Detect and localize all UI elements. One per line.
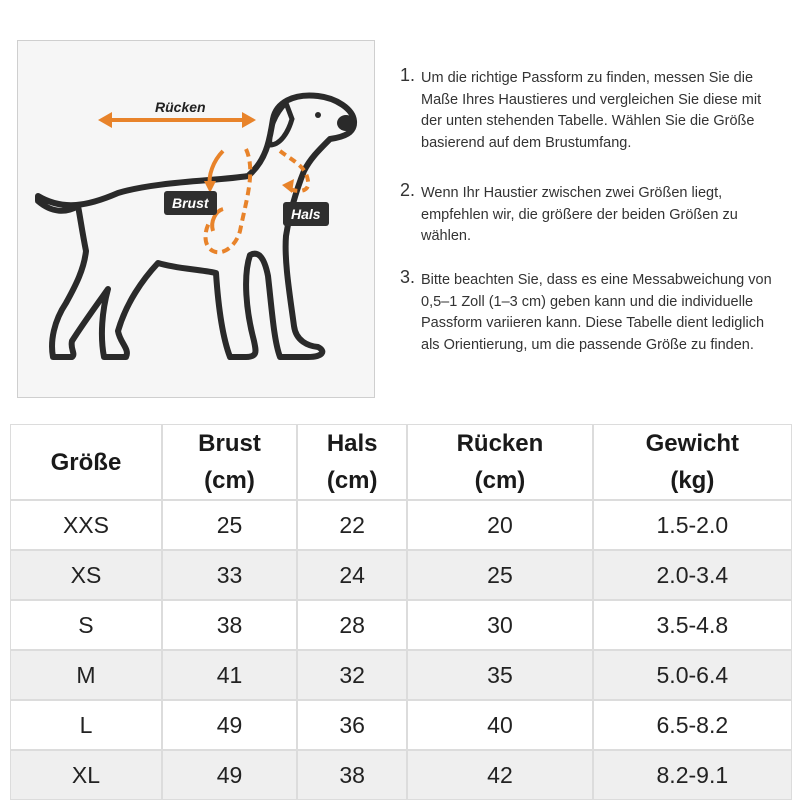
cell-back: 42 xyxy=(407,750,592,800)
cell-back: 25 xyxy=(407,550,592,600)
chest-tag: Brust xyxy=(164,191,217,215)
cell-weight: 2.0-3.4 xyxy=(593,550,792,600)
cell-back: 40 xyxy=(407,700,592,750)
cell-size: XL xyxy=(10,750,162,800)
cell-neck: 36 xyxy=(297,700,407,750)
table-row xyxy=(10,600,792,650)
dog-measurement-illustration xyxy=(17,40,375,398)
header-weight: Gewicht (kg) xyxy=(593,424,792,500)
header-chest: Brust (cm) xyxy=(162,424,297,500)
table-row xyxy=(10,500,792,550)
instruction-text: Wenn Ihr Haustier zwischen zwei Größen liegt, empfehlen wir, die größere der beiden Größen zu wählen. xyxy=(421,185,738,244)
cell-chest: 41 xyxy=(162,650,297,700)
cell-neck: 38 xyxy=(297,750,407,800)
cell-back: 20 xyxy=(407,500,592,550)
cell-weight: 1.5-2.0 xyxy=(593,500,792,550)
cell-weight: 3.5-4.8 xyxy=(593,600,792,650)
cell-back: 35 xyxy=(407,650,592,700)
cell-weight: 8.2-9.1 xyxy=(593,750,792,800)
instruction-number: 1. xyxy=(400,65,416,85)
cell-chest: 49 xyxy=(162,750,297,800)
table-row xyxy=(10,700,792,750)
table-row xyxy=(10,650,792,700)
cell-neck: 24 xyxy=(297,550,407,600)
instruction-text: Um die richtige Passform zu finden, messen Sie die Maße Ihres Haustieres und vergleichen Sie diese mit der unten stehenden Tabelle. Wählen Sie die Größe basierend auf dem Brustumfang. xyxy=(421,70,762,151)
size-chart-table xyxy=(10,424,792,800)
cell-chest: 33 xyxy=(162,550,297,600)
cell-size: XS xyxy=(10,550,162,600)
cell-neck: 32 xyxy=(297,650,407,700)
instruction-2 xyxy=(400,180,785,248)
cell-size: L xyxy=(10,700,162,750)
cell-weight: 5.0-6.4 xyxy=(593,650,792,700)
instruction-number: 3. xyxy=(400,267,416,287)
header-back: Rücken (cm) xyxy=(407,424,592,500)
cell-chest: 38 xyxy=(162,600,297,650)
table-header-row xyxy=(10,424,792,500)
cell-size: S xyxy=(10,600,162,650)
back-label: Rücken xyxy=(155,99,206,115)
instruction-number: 2. xyxy=(400,180,416,200)
cell-neck: 22 xyxy=(297,500,407,550)
header-neck: Hals (cm) xyxy=(297,424,407,500)
table-row xyxy=(10,550,792,600)
cell-chest: 25 xyxy=(162,500,297,550)
cell-size: M xyxy=(10,650,162,700)
table-row xyxy=(10,750,792,800)
cell-chest: 49 xyxy=(162,700,297,750)
neck-tag: Hals xyxy=(283,202,329,226)
instruction-text: Bitte beachten Sie, dass es eine Messabweichung von 0,5–1 Zoll (1–3 cm) geben kann und die individuelle Passform variieren kann. Diese Tabelle dient lediglich als Orientierung, um die passende Größe zu finden. xyxy=(421,272,772,353)
cell-size: XXS xyxy=(10,500,162,550)
instruction-1 xyxy=(400,65,785,154)
header-size: Größe xyxy=(10,424,162,500)
instruction-3 xyxy=(400,267,785,356)
cell-back: 30 xyxy=(407,600,592,650)
cell-weight: 6.5-8.2 xyxy=(593,700,792,750)
cell-neck: 28 xyxy=(297,600,407,650)
